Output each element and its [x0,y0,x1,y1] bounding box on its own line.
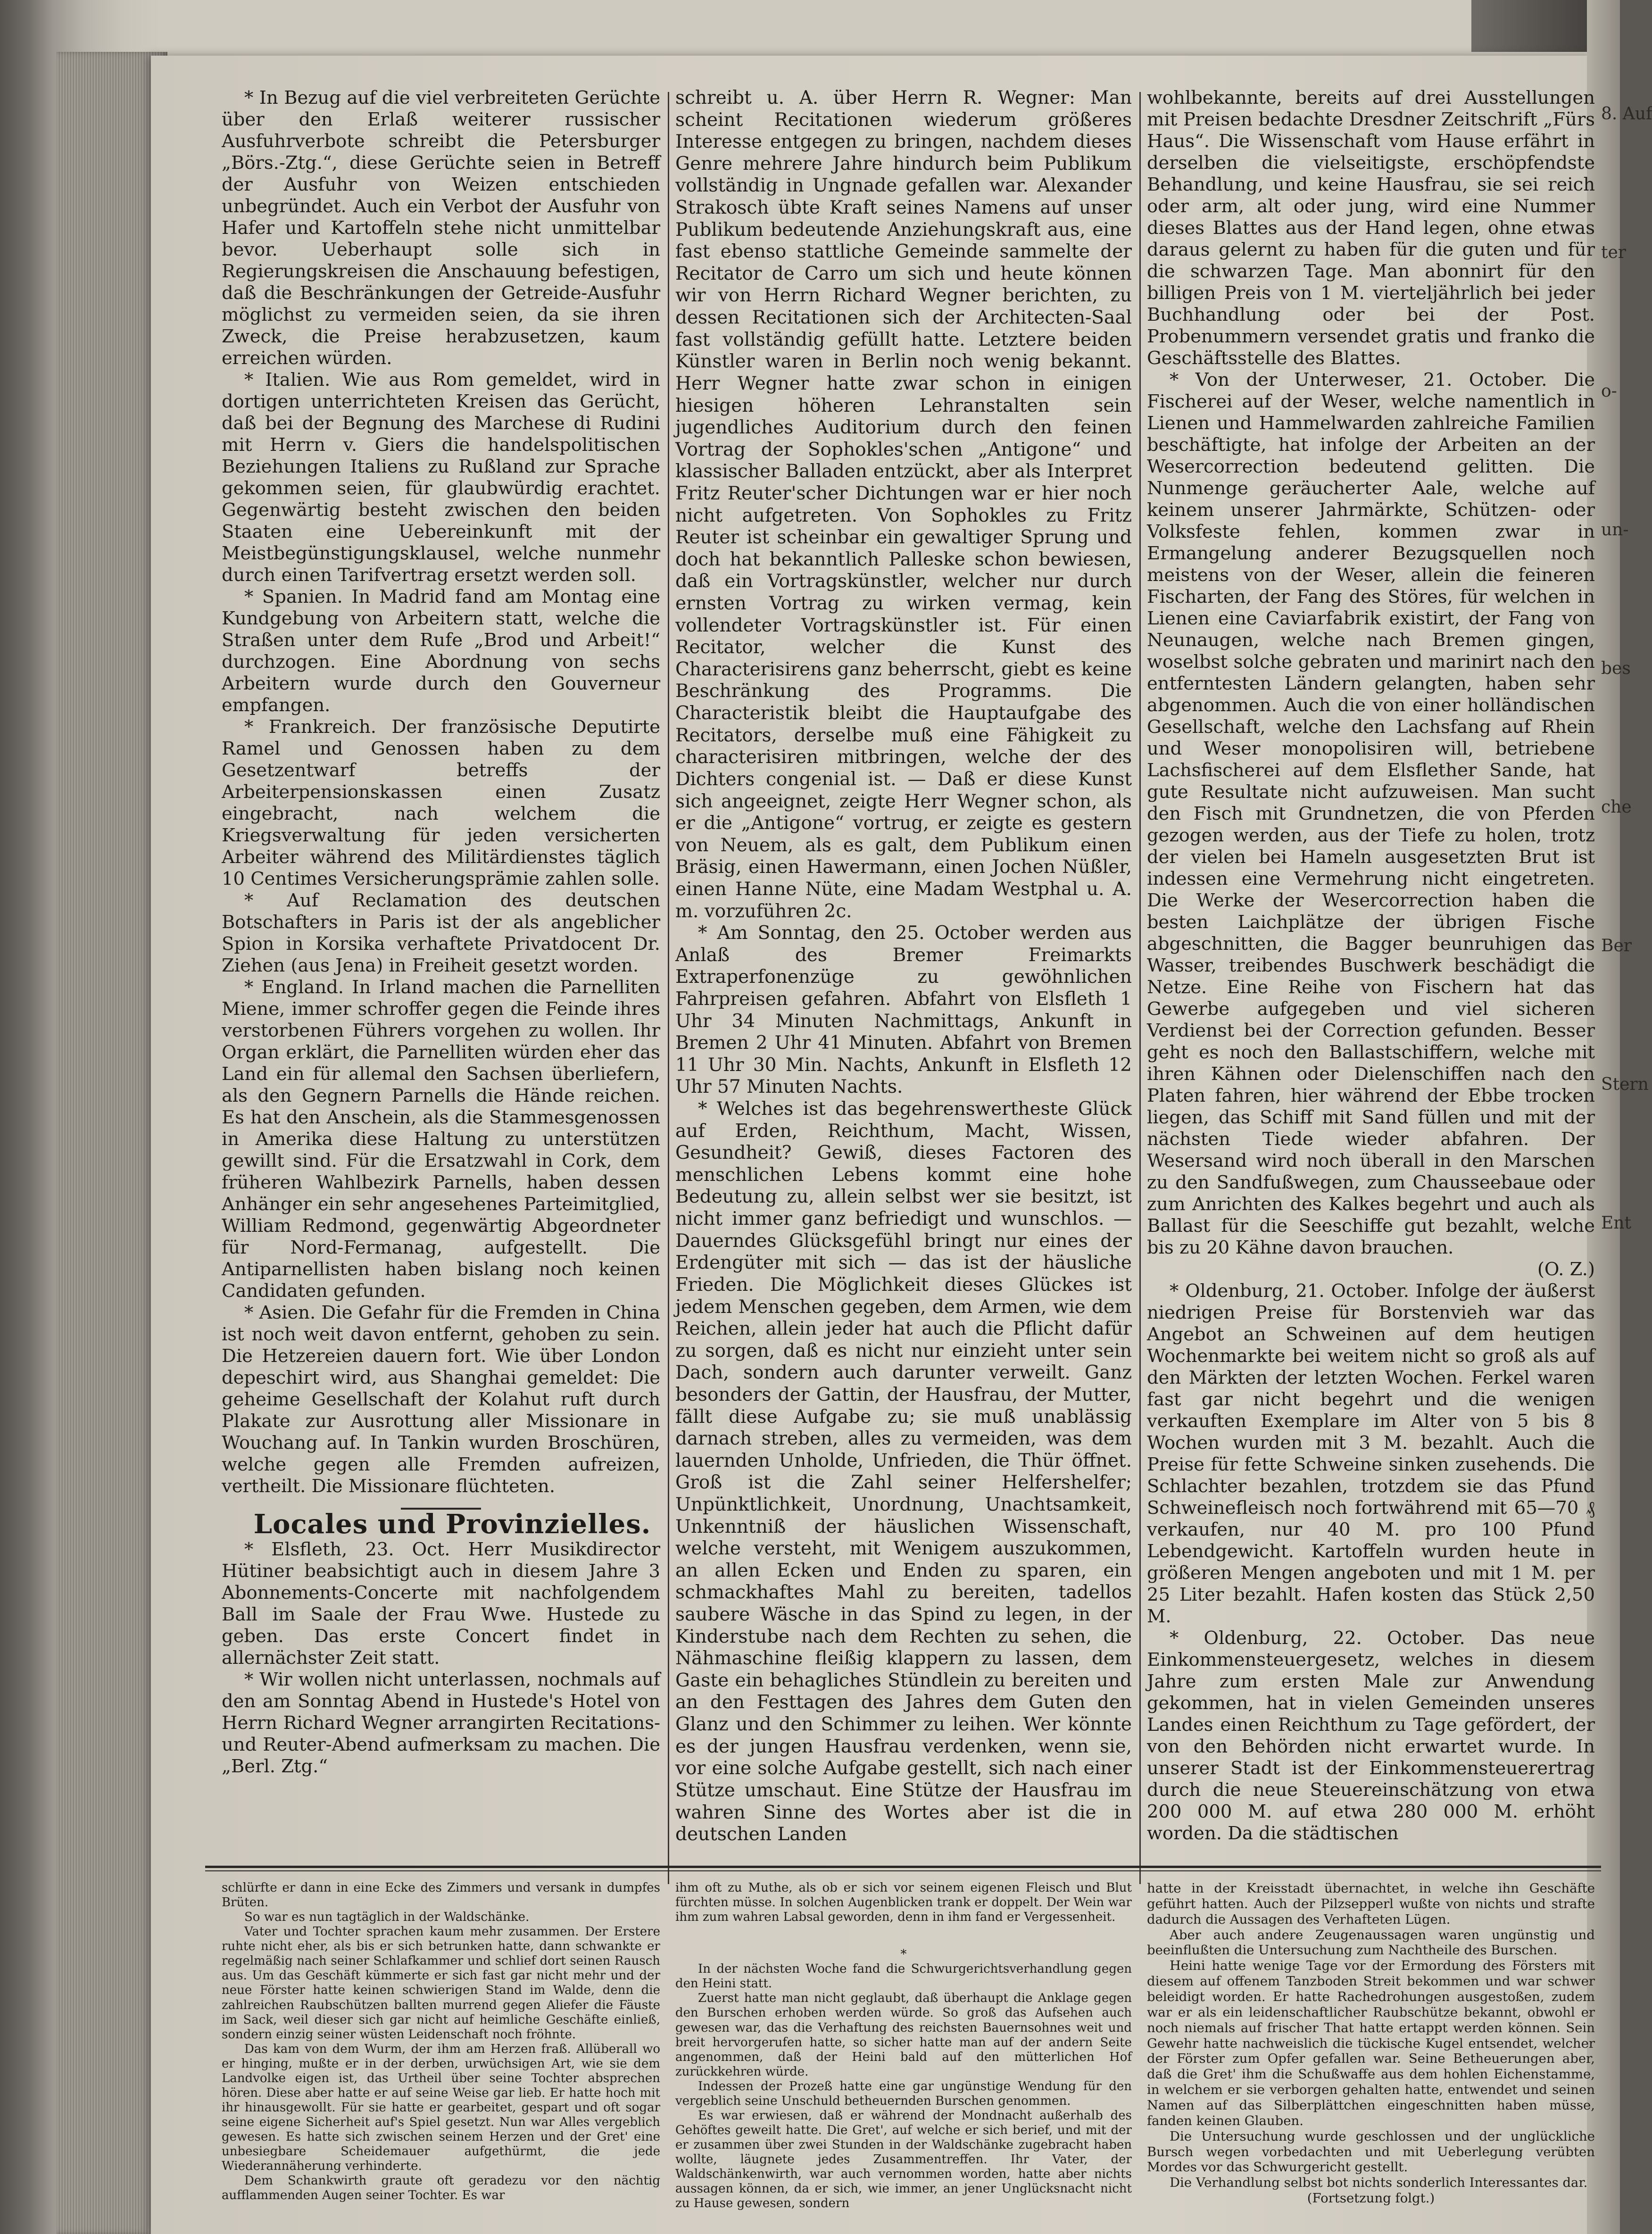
paragraph: * Welches ist das begehrenswertheste Glück auf Erden, Reichthum, Macht, Wissen, Gesundheit? Gewiß, dieses Factoren des menschlichen Lebens kommt eine hohe Bedeutung zu, allein selbst wer sie besitzt, ist nicht immer ganz befriedigt und wunschlos. — Dauerndes Glücksgefühl bringt nur eines der Erdengüter mit sich — das ist der häusliche Frieden. Die Möglichkeit dieses Glückes ist jedem Menschen gegeben, dem Armen, wie dem Reichen, allein jeder hat auch die Pflicht dafür zu sorgen, daß es nicht nur einzieht unter sein Dach, sondern auch darunter verweilt. Ganz besonders der Gattin, der Hausfrau, der Mutter, fällt diese Aufgabe zu; sie muß unablässig darnach streben, alles zu vermeiden, was dem lauernden Unholde, Unfrieden, die Thür öffnet. Groß ist die Zahl seiner Helfershelfer; Unpünktlichkeit, Unordnung, Unachtsamkeit, Unkenntniß der häuslichen Wissenschaft, welche versteht, mit Wenigem auszukommen, an allen Ecken und Enden zu sparen, ein schmackhaftes Mahl zu bereiten, tadellos saubere Wäsche in das Spind zu legen, in der Kinderstube nach dem Rechten zu sehen, die Nähmaschine fleißig klappern zu lassen, dem Gaste ein behagliches Stündlein zu bereiten und an den Festtagen des Jahres dem Guten den Glanz und den Schimmer zu leihen. Wer könnte es der jungen Hausfrau verdenken, wenn sie, vor eine solche Aufgabe gestellt, sich nach einer Stütze umschaut. Eine Stütze der Hausfrau im wahren Sinne des Wortes aber ist die in deutschen Landen [675,1098,1132,1845]
paragraph: * In Bezug auf die viel verbreiteten Gerüchte über den Erlaß weiterer russischer Ausfuhrverbote schreibt die Petersburger „Börs.-Ztg.“, diese Gerüchte seien in Betreff der Ausfuhr von Weizen entschieden unbegründet. Auch ein Verbot der Ausfuhr von Hafer und Kartoffeln stehe nicht unmittelbar bevor. Ueberhaupt solle sich in Regierungskreisen die Anschauung befestigen, daß die Beschränkungen der Getreide-Ausfuhr möglichst zu vermeiden seien, da sie ihren Zweck, die Preise herabzusetzen, kaum erreichen würden. [222,87,660,369]
margin-fragment: Stern [1601,1075,1649,1094]
paragraph: Indessen der Prozeß hatte eine gar ungünstige Wendung für den vergeblich seine Unschuld betheuernden Burschen genommen. [675,2079,1132,2108]
feuilleton-text-3 [1147,1881,1595,2206]
paragraph: * Elsfleth, 23. Oct. Herr Musikdirector Hütiner beabsichtigt auch in diesem Jahre 3 Abonnements-Concerte mit nachfolgendem Ball im Saale der Frau Wwe. Hustede zu geben. Das erste Concert findet in allernächster Zeit statt. [222,1539,660,1669]
paragraph: wohlbekannte, bereits auf drei Ausstellungen mit Preisen bedachte Dresdner Zeitschrift „Fürs Haus“. Die Wissenschaft vom Hause erfährt in derselben die vielseitigste, erschöpfendste Behandlung, und keine Hausfrau, sie sei reich oder arm, alt oder jung, wird eine Nummer dieses Blattes aus der Hand legen, ohne etwas daraus gelernt zu haben für die guten und für die schwarzen Tage. Man abonnirt für den billigen Preis von 1 M. vierteljährlich bei jeder Buchhandlung oder bei der Post. Probenummern versendet gratis und franko die Geschäftsstelle des Blattes. [1147,87,1595,369]
adjacent-page-fragments [1601,104,1652,1377]
paragraph: In der nächsten Woche fand die Schwurgerichtsverhandlung gegen den Heini statt. [675,1962,1132,1991]
paragraph: Dem Schankwirth graute oft geradezu vor den nächtig aufflammenden Augen seiner Tochter. Es war [222,2174,660,2203]
paragraph: * Auf Reclamation des deutschen Botschafters in Paris ist der als angeblicher Spion in Korsika verhaftete Privatdocent Dr. Ziehen (aus Jena) in Freiheit gesetzt worden. [222,890,660,976]
paragraph: * England. In Irland machen die Parnelliten Miene, immer schroffer gegen die Feinde ihres verstorbenen Führers vorgehen zu wollen. Ihr Organ erklärt, die Parnelliten würden eher das Land ein für allemal den Sachsen überliefern, als den Gegnern Parnells die Hände reichen. Es hat den Anschein, als die Stammesgenossen in Amerika diese Haltung zu unterstützen gewillt sind. Für die Ersatzwahl in Cork, dem früheren Wahlbezirk Parnells, haben dessen Anhänger ein sehr angesehenes Parteimitglied, William Redmond, gegenwärtig Abgeordneter für Nord-Fermanag, aufgestellt. Die Antiparnellisten haben bislang noch keinen Candidaten gefunden. [222,977,660,1302]
paragraph: (O. Z.) [1537,1259,1595,1280]
paragraph: So war es nun tagtäglich in der Waldschänke. [244,1910,530,1925]
feuilleton-text-1 [222,1881,660,2203]
paragraph: * Italien. Wie aus Rom gemeldet, wird in dortigen unterrichteten Kreisen das Gerücht, daß bei der Begnung des Marchese di Rudini mit Herrn v. Giers die handelspolitischen Beziehungen Italiens zu Rußland zur Sprache gekommen seien, für glaubwürdig erachtet. Gegenwärtig besteht zwischen den beiden Staaten eine Uebereinkunft mit der Meistbegünstigungsklausel, welche nunmehr durch einen Tarifvertrag ersetzt werden soll. [222,369,660,586]
paragraph: * Spanien. In Madrid fand am Montag eine Kundgebung von Arbeitern statt, welche die Straßen unter dem Rufe „Brod und Arbeit!“ durchzogen. Eine Abordnung von sechs Arbeitern wurde durch den Gouverneur empfangen. [222,586,660,716]
paragraph: Es war erwiesen, daß er während der Mondnacht außerhalb des Gehöftes geweilt hatte. Die Gret', auf welche er sich berief, und mit der er zusammen über zwei Stunden in der Waldschänke zugebracht haben wollte, läugnete jedes Zusammentreffen. Ihr Vater, der Waldschänkenwirth, war auch vernommen worden, hatte aber nichts aussagen können, da er sich, wie immer, an jener Unglücksnacht nicht zu Hause gewesen, sondern [675,2108,1132,2211]
paragraph: * Asien. Die Gefahr für die Fremden in China ist noch weit davon entfernt, gehoben zu sein. Die Hetzereien dauern fort. Wie über London depeschirt wird, aus Shanghai gemeldet: Die geheime Gesellschaft der Kolahut ruft durch Plakate zur Ausrottung aller Missionare in Wouchang auf. In Tankin wurden Broschüren, welche gegen alle Fremden aufreizen, vertheilt. Die Missionare flüchteten. [222,1302,661,1497]
local-news-articles [222,1539,660,1777]
margin-fragment: bes [1601,659,1631,678]
paragraph: hatte in der Kreisstadt übernachtet, in welche ihn Geschäfte geführt hatten. Auch der Pilzsepperl wußte von nichts und strafte dadurch die Aussagen des Verhafteten Lügen. [1147,1881,1595,1927]
paragraph: * [900,1947,907,1962]
paragraph: schlürfte er dann in eine Ecke des Zimmers und versank in dumpfes Brüten. [222,1881,660,1910]
feuilleton-rule-thin [205,1870,1601,1871]
paragraph: Aber auch andere Zeugenaussagen waren ungünstig und beeinflußten die Untersuchung zum Nachtheile des Burschen. [1147,1927,1595,1958]
paragraph: * Wir wollen nicht unterlassen, nochmals auf den am Sonntag Abend in Hustede's Hotel von Herrn Richard Wegner arrangirten Recitations- und Reuter-Abend aufmerksam zu machen. Die „Berl. Ztg.“ [222,1669,660,1777]
margin-fragment: Ent [1601,1213,1631,1233]
feuilleton-column-3 [1147,1881,1595,2206]
paragraph: (Fortsetzung folgt.) [1307,2191,1435,2206]
column-2 [675,87,1132,1846]
paragraph: schreibt u. A. über Herrn R. Wegner: Man scheint Recitationen wiederum größeres Interesse entgegen zu bringen, nachdem dieses Genre mehrere Jahre hindurch beim Publikum vollständig in Ungnade gefallen war. Alexander Strakosch übte Kraft seines Namens auf unser Publikum bedeutende Anziehungskraft aus, eine fast ebenso stattliche Gemeinde sammelte der Recitator de Carro um sich und heute können wir von Herrn Richard Wegner berichten, zu dessen Recitationen sich der Architecten-Saal fast vollständig gefüllt hatte. Letztere beiden Künstler waren in Berlin noch wenig bekannt. Herr Wegner hatte zwar schon in einigen hiesigen höheren Lehranstalten sein jugendliches Auditorium durch den feinen Vortrag der Sophokles'schen „Antigone“ und klassischer Balladen entzückt, aber als Interpret Fritz Reuter'scher Dichtungen war er hier noch nicht aufgetreten. Von Sophokles zu Fritz Reuter ist scheinbar ein gewaltiger Sprung und doch hat bekanntlich Palleske schon bewiesen, daß ein Vortragskünstler, welcher nur durch ernsten Vortrag zu wirken vermag, kein vollendeter Vortragskünstler ist. Für einen Recitator, welcher die Kunst des Characterisirens ganz beherrscht, giebt es keine Beschränkung des Programms. Die Characteristik bleibt die Hauptaufgabe des Recitators, derselbe muß eine Fähigkeit zu characterisiren mitbringen, welche der des Dichters congenial ist. — Daß er diese Kunst sich angeeignet, zeigte Herr Wegner schon, als er die „Antigone“ vortrug, er zeigte es gestern von Neuem, als es galt, dem Publikum einen Bräsig, einen Hawermann, einen Jochen Nüßler, einen Hanne Nüte, eine Madam Westphal u. A. m. vorzuführen 2c. [675,87,1132,922]
feuilleton-column-1 [222,1881,660,2203]
column-1 [222,87,660,1777]
paragraph: Vater und Tochter sprachen kaum mehr zusammen. Der Erstere ruhte nicht eher, als bis er sich betrunken hatte, dann schwankte er regelmäßig nach seiner Schlafkammer und schlief dort seinen Rausch aus. Um das Geschäft kümmerte er sich fast gar nicht mehr und der neue Förster hatte keinen schwierigen Stand im Walde, denn die zahlreichen Raubschützen ballten murrend gegen Aliefer die Fäuste im Sack, weil dieser sich gar nicht auf heimliche Geschäfte einließ, sondern einzig seiner wüsten Leidenschaft noch fröhnte. [222,1925,660,2042]
paragraph: Zuerst hatte man nicht geglaubt, daß überhaupt die Anklage gegen den Burschen erhoben werden würde. So groß das Aufsehen auch gewesen war, das die Verhaftung des reichsten Bauernsohnes weit und breit hervorgerufen hatte, so sicher hatte man auf der andern Seite angenommen, daß der Heini bald auf den mütterlichen Hof zurückkehren würde. [675,1991,1132,2079]
section-heading: Locales und Provinzielles. [253,1509,651,1540]
column-rule-2 [1139,92,1141,1884]
paragraph: * Oldenburg, 22. October. Das neue Einkommensteuergesetz, welches in diesem Jahre zum ersten Male zur Anwendung gekommen, hat in vielen Gemeinden unseres Landes einen Reichthum zu Tage gefördert, der von den Behörden nicht erwartet wurde. In unserer Stadt ist der Einkommensteuerertrag durch die neue Steuereinschätzung von etwa 200 000 M. auf etwa 280 000 M. erhöht worden. Da die städtischen [1147,1628,1595,1844]
paragraph: * Frankreich. Der französische Deputirte Ramel und Genossen haben zu dem Gesetzentwarf betreffs der Arbeiterpensionskassen einen Zusatz eingebracht, nach welchem die Kriegsverwaltung für jeden versicherten Arbeiter während des Militärdienstes täglich 10 Centimes Versicherungsprämie zahlen solle. [222,716,660,889]
paragraph: Heini hatte wenige Tage vor der Ermordung des Försters mit diesem auf offenem Tanzboden Streit bekommen und war schwer beleidigt worden. Er hatte Rachedrohungen ausgestoßen, zudem war er als ein leidenschaftlicher Raubschütze bekannt, obwohl er noch niemals auf frischer That hatte ertappt werden können. Sein Gewehr hatte nachweislich die tückische Kugel entsendet, welcher der Förster zum Opfer gefallen war. Seine Betheuerungen aber, daß die Gret' ihm die Schußwaffe aus dem hohlen Eichenstamme, in welchem er sie verborgen gehalten hatte, entwendet und seinen Namen auf das Silberplättchen eingeschnitten haben müsse, fanden keinen Glauben. [1147,1958,1595,2128]
column-3-articles [1147,87,1595,1844]
margin-fragment: Ber [1601,936,1632,955]
margin-fragment: 8. Auf [1601,104,1652,124]
column-3 [1147,87,1595,1844]
column-rule-1 [668,92,669,1884]
column-1-articles [222,87,660,1497]
feuilleton-text-2 [675,1881,1132,2211]
paragraph: Das kam von dem Wurm, der ihm am Herzen fraß. Allüberall wo er hinging, mußte er in der derben, urwüchsigen Art, wie sie dem Landvolke eigen ist, das Urtheil über seine Tochter absprechen hören. Diese aber hatte er auf seine Weise gar lieb. Er hatte hoch mit ihr hinausgewollt. Für sie hatte er gearbeitet, gespart und oft sogar seine eigene Sicherheit auf's Spiel gesetzt. Nun war Alles vergeblich gewesen. Es hatte sich zwischen seinem Herzen und der Gret' eine unbesiegbare Scheidemauer aufgethürmt, die jede Wiederannäherung verhinderte. [222,2042,660,2174]
paragraph: * Oldenburg, 21. October. Infolge der äußerst niedrigen Preise für Borstenvieh war das Angebot an Schweinen auf dem heutigen Wochenmarkte bei weitem nicht so groß als auf den Märkten der letzten Wochen. Ferkel waren fast gar nicht begehrt und die wenigen verkauften Exemplare im Alter von 5 bis 8 Wochen wurden mit 3 M. bezahlt. Auch die Preise für fette Schweine sinken zusehends. Die Schlachter bezahlen, trotzdem sie das Pfund Schweinefleisch noch fortwährend mit 65—70 ₰ verkaufen, nur 40 M. pro 100 Pfund Lebendgewicht. Kartoffeln wurden heute in größeren Mengen angeboten und mit 1 M. per 25 Liter bezahlt. Hafen kosten das Stück 2,50 M. [1147,1280,1595,1627]
margin-fragment: un- [1601,520,1629,540]
feuilleton-rule [205,1866,1601,1868]
margin-fragment: o- [1601,382,1617,401]
column-2-articles [675,87,1132,1846]
feuilleton-column-2 [675,1881,1132,2211]
paragraph: Die Verhandlung selbst bot nichts sonderlich Interessantes dar. [1170,2175,1588,2191]
margin-fragment: che [1601,797,1632,817]
paragraph: * Von der Unterweser, 21. October. Die Fischerei auf der Weser, welche namentlich in Lienen und Hammelwarden zahlreiche Familien beschäftigte, hat infolge der Arbeiten an der Wesercorrection bedeutend gelitten. Die Nunmenge geräucherter Aale, welche auf keinem unserer Jahrmärkte, Schützen- oder Volksfeste fehlen, kommen zwar in Ermangelung anderer Bezugsquellen noch meistens von der Weser, allein die feineren Fischarten, der Fang des Störes, für welchen in Lienen eine Caviarfabrik existirt, der Fang von Neunaugen, welche nach Bremen gingen, woselbst solche gebraten und marinirt nach den entferntesten Ländern gelangten, haben sehr abgenommen. Auch die von einer holländischen Gesellschaft, welche den Lachsfang auf Rhein und Weser monopolisiren will, betriebene Lachsfischerei auf dem Elsflether Sande, hat gute Resultate nicht aufzuweisen. Man sucht den Fisch mit Grundnetzen, die von Pferden gezogen werden, aus der Tiefe zu holen, trotz der vielen bei Hameln ausgesetzten Brut ist indessen eine Vermehrung nicht eingetreten. Die Werke der Wesercorrection haben die besten Laichplätze der übrigen Fische abgeschnitten, die Bagger beunruhigen das Wasser, treibendes Buschwerk beschädigt die Netze. Eine Reihe von Fischern hat das Gewerbe aufgegeben und viel sicheren Verdienst bei der Correction gefunden. Besser geht es noch den Ballastschiffern, welche mit ihren Kähnen oder Dielenschiffen nach den Platen fahren, hier während der Ebbe trocken liegen, das Schiff mit Sand füllen und mit der nächsten Tiede wieder abfahren. Der Wesersand wird noch überall in den Marschen zu den Sandfußwegen, zum Chausseebaue oder zum Anrichten des Kalkes begehrt und auch als Ballast für die Seeschiffe gut bezahlt, welche bis zu 20 Kähne davon brauchen. [1147,369,1595,1258]
paragraph: * Am Sonntag, den 25. October werden aus Anlaß des Bremer Freimarkts Extraperfonenzüge zu gewöhnlichen Fahrpreisen gefahren. Abfahrt von Elsfleth 1 Uhr 34 Minuten Nachmittags, Ankunft in Bremen 2 Uhr 41 Minuten. Abfahrt von Bremen 11 Uhr 30 Min. Nachts, Ankunft in Elsfleth 12 Uhr 57 Minuten Nachts. [675,922,1132,1098]
paragraph: ihm oft zu Muthe, als ob er sich vor seinem eigenen Fleisch und Blut fürchten müsse. In solchen Augenblicken trank er doppelt. Der Wein war ihm zum wahren Labsal geworden, denn in ihm fand er Vergessenheit. [675,1881,1132,1925]
margin-fragment: ter [1601,243,1626,262]
paragraph: Die Untersuchung wurde geschlossen und der unglückliche Bursch wegen vorbedachten und mit Ueberlegung verübten Mordes vor das Schwurgericht gestellt. [1147,2128,1595,2175]
